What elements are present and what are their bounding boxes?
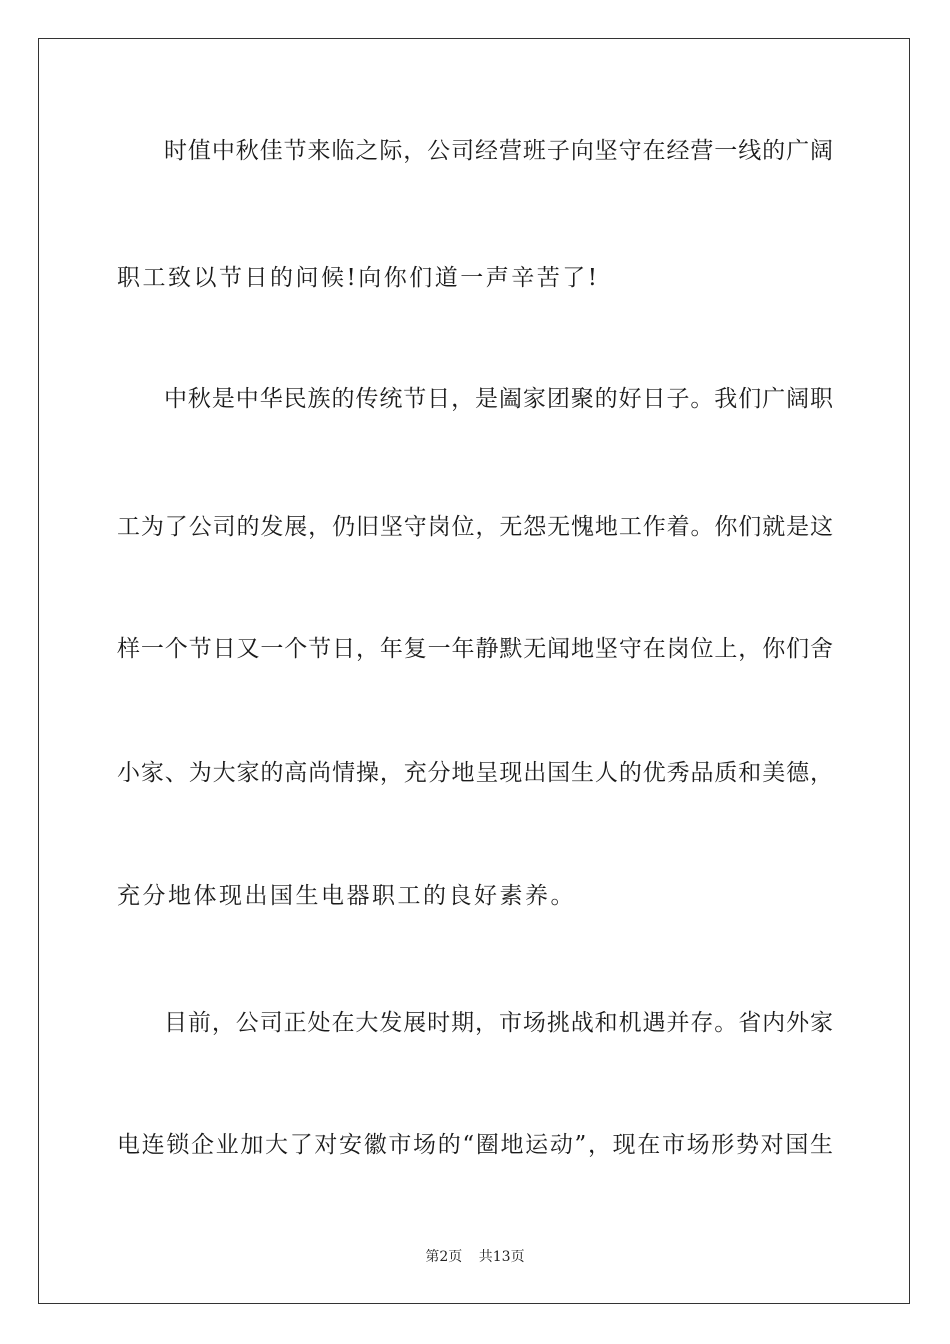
paragraph-2-line-1: 中秋是中华民族的传统节日，是阖家团聚的好日子。我们广阔职 <box>164 386 833 412</box>
page-footer <box>0 1248 950 1266</box>
paragraph-2-line-5: 充分地体现出国生电器职工的良好素养。 <box>117 883 576 909</box>
paragraph-2-line-4: 小家、为大家的高尚情操，充分地呈现出国生人的优秀品质和美德， <box>117 760 833 786</box>
paragraph-1-line-1: 时值中秋佳节来临之际，公司经营班子向坚守在经营一线的广阔 <box>164 138 833 164</box>
paragraph-3-line-2: 电连锁企业加大了对安徽市场的“圈地运动”，现在市场形势对国生 <box>117 1132 833 1158</box>
page-frame <box>38 38 910 1304</box>
page-number: 第2页 <box>425 1249 463 1265</box>
paragraph-2-line-2: 工为了公司的发展，仍旧坚守岗位，无怨无愧地工作着。你们就是这 <box>117 514 833 540</box>
paragraph-1-line-2: 职工致以节日的问候!向你们道一声辛苦了! <box>117 265 600 291</box>
paragraph-3-line-1: 目前，公司正处在大发展时期，市场挑战和机遇并存。省内外家 <box>164 1010 833 1036</box>
paragraph-2-line-3: 样一个节日又一个节日，年复一年静默无闻地坚守在岗位上，你们舍 <box>117 636 833 662</box>
page-total: 共13页 <box>478 1249 525 1265</box>
